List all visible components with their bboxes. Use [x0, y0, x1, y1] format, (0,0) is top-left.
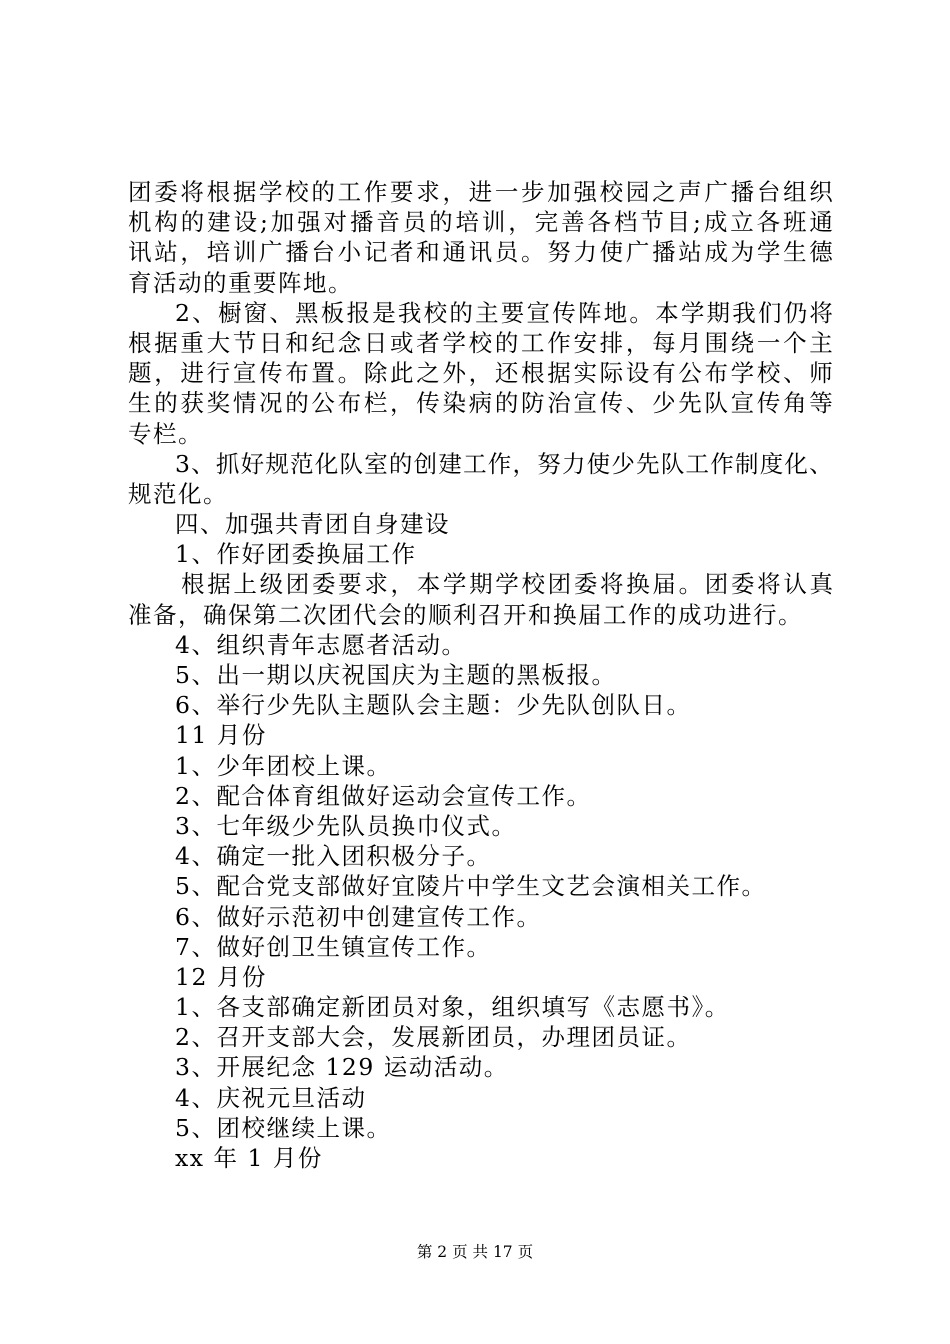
char: 学	[680, 298, 705, 327]
paragraph-line: 准备，确保第二次团代会的顺利召开和换届工作的成功进行。	[128, 600, 803, 629]
paragraph-line	[128, 449, 833, 479]
char: 善	[561, 208, 585, 237]
paragraph-line	[128, 177, 833, 207]
paragraph-line: 专栏。	[128, 419, 203, 448]
char: 传	[599, 389, 624, 418]
char: 班	[783, 208, 807, 237]
char: 布	[704, 359, 728, 388]
char: 除	[363, 359, 388, 388]
char: 安	[573, 328, 597, 357]
list-item: 5、出一期以庆祝国庆为主题的黑板报。	[175, 661, 617, 689]
char: 加	[547, 178, 571, 206]
char: 完	[534, 208, 559, 237]
char: 的	[180, 208, 205, 237]
char: 大	[206, 328, 231, 357]
paragraph-line	[128, 328, 833, 358]
char: 学	[259, 178, 283, 206]
list-item: 5、团校继续上课。	[175, 1113, 392, 1142]
char: 委	[573, 570, 598, 599]
char: 上	[233, 570, 257, 599]
char: 病	[468, 389, 493, 418]
char: 宣	[730, 389, 755, 418]
char: 、	[809, 449, 833, 478]
char: ，	[442, 178, 466, 206]
char: 站	[154, 238, 178, 267]
char: 队	[339, 449, 363, 478]
char: 是	[372, 298, 396, 327]
char: 节	[232, 328, 257, 357]
char: 传	[416, 389, 440, 418]
char: 使	[599, 238, 624, 267]
char: 员	[402, 208, 427, 237]
char: 校	[285, 178, 309, 206]
char: 声	[678, 178, 702, 206]
char: 、	[191, 449, 215, 478]
char: 3	[175, 449, 190, 478]
char: 团	[128, 178, 152, 206]
subsection-heading: 1、作好团委换届工作	[175, 540, 417, 569]
char: 学	[442, 328, 466, 357]
char: 训	[481, 208, 506, 237]
char: 委	[730, 570, 755, 599]
char: 播	[652, 238, 676, 267]
list-item: 2、召开支部大会，发展新团员，办理团员证。	[175, 1023, 692, 1052]
list-item: 3、七年级少先队员换巾仪式。	[175, 811, 517, 840]
char: ，	[508, 208, 532, 237]
char: 和	[285, 328, 309, 357]
char: 据	[154, 328, 178, 357]
char: 师	[809, 359, 833, 388]
char: 求	[364, 570, 388, 599]
char: 校	[599, 178, 624, 206]
char: 强	[573, 178, 597, 206]
char: 校	[756, 359, 781, 388]
char: 角	[783, 389, 807, 418]
char: 学	[442, 570, 467, 599]
char: 生	[783, 238, 807, 267]
char: 真	[809, 570, 833, 599]
char: 2	[175, 298, 190, 327]
char: 一	[756, 328, 781, 357]
char: 档	[613, 208, 638, 237]
char: 音	[376, 208, 400, 237]
char: 好	[240, 449, 265, 478]
char: 团	[704, 570, 729, 599]
char: 宣	[232, 359, 257, 388]
char: 还	[494, 359, 519, 388]
char: 播	[730, 178, 755, 206]
char: 传	[552, 298, 576, 327]
char: 站	[678, 238, 702, 267]
char: 围	[704, 328, 728, 357]
char: 阵	[577, 298, 602, 327]
list-item: 2、配合体育组做好运动会宣传工作。	[175, 781, 592, 810]
char: 。	[678, 570, 703, 599]
paragraph-line	[128, 207, 833, 237]
char: 黑	[295, 298, 319, 327]
char: 学	[730, 359, 755, 388]
char: 通	[809, 208, 833, 237]
char: 个	[783, 328, 807, 357]
char: 等	[809, 389, 833, 418]
char: 求	[416, 178, 440, 206]
char: 台	[311, 238, 335, 267]
char: 努	[547, 238, 571, 267]
char: ，	[390, 389, 414, 418]
char: 广	[259, 238, 283, 267]
char: 、	[783, 359, 807, 388]
char: 主	[475, 298, 499, 327]
list-item: 1、少年团校上课。	[175, 751, 392, 780]
char: 为	[730, 238, 755, 267]
char: 栏	[363, 389, 388, 418]
list-item: 4、庆祝元旦活动	[175, 1083, 367, 1112]
char: 将	[757, 570, 781, 599]
char: 各	[587, 208, 611, 237]
char: 报	[346, 298, 370, 327]
char: 橱	[217, 298, 242, 327]
char: 设	[625, 359, 650, 388]
char: ，	[512, 449, 537, 478]
char: 的	[429, 208, 453, 237]
paragraph-line	[128, 358, 833, 388]
char: 成	[704, 238, 728, 267]
char: 的	[449, 298, 473, 327]
char: 先	[678, 389, 702, 418]
char: 要	[390, 178, 414, 206]
char: 力	[561, 449, 586, 478]
char: 公	[311, 389, 335, 418]
char: 认	[783, 570, 807, 599]
char: 建	[438, 449, 462, 478]
char: 窗	[243, 298, 268, 327]
char: 室	[364, 449, 388, 478]
char: 组	[783, 178, 807, 206]
char: 公	[678, 359, 702, 388]
char: 。	[337, 359, 362, 388]
char: 根	[128, 328, 152, 357]
char: 员	[494, 238, 519, 267]
char: 本	[655, 298, 679, 327]
char: 的	[154, 389, 178, 418]
char: 期	[706, 298, 731, 327]
char: 抓	[215, 449, 240, 478]
char: 每	[652, 328, 676, 357]
char: 进	[468, 178, 493, 206]
char: 各	[756, 208, 781, 237]
char: 播	[349, 208, 374, 237]
char: 据	[207, 570, 231, 599]
char: 治	[547, 389, 571, 418]
char: 织	[809, 178, 833, 206]
char: 仍	[783, 298, 808, 327]
char: 德	[809, 238, 833, 267]
page-number: 第 2 页 共 17 页	[416, 1243, 534, 1261]
char: 努	[537, 449, 561, 478]
char: 进	[180, 359, 204, 388]
char: 工	[337, 178, 362, 206]
char: 培	[455, 208, 479, 237]
char: 、	[269, 298, 293, 327]
char: 之	[652, 178, 676, 206]
char: 的	[311, 178, 335, 206]
char: 的	[388, 449, 413, 478]
char: 作	[487, 449, 512, 478]
char: 校	[521, 570, 545, 599]
char: 化	[784, 449, 808, 478]
char: 构	[154, 208, 178, 237]
char: 据	[547, 359, 571, 388]
char: 纪	[311, 328, 335, 357]
char: 训	[232, 238, 257, 267]
char: 度	[759, 449, 784, 478]
char: 校	[468, 328, 493, 357]
char: 我	[732, 298, 756, 327]
char: 防	[521, 389, 545, 418]
char: 根	[206, 178, 231, 206]
char: 期	[469, 570, 493, 599]
char: 根	[181, 570, 205, 599]
char: 们	[757, 298, 782, 327]
char: ;	[693, 208, 701, 237]
char: 根	[521, 359, 545, 388]
char: 外	[442, 359, 466, 388]
char: 目	[666, 208, 691, 237]
char: 换	[626, 570, 650, 599]
char: 实	[573, 359, 597, 388]
list-item: 7、做好创卫生镇宣传工作。	[175, 932, 492, 961]
char: 建	[207, 208, 231, 237]
page-footer	[0, 1242, 950, 1262]
char: 据	[232, 178, 257, 206]
list-item: 4、确定一批入团积极分子。	[175, 842, 492, 871]
char: 队	[704, 389, 728, 418]
char: 少	[652, 389, 676, 418]
char: 节	[640, 208, 664, 237]
char: 台	[756, 178, 781, 206]
char: 园	[625, 178, 650, 206]
paragraph-line	[128, 298, 833, 328]
char: 团	[285, 570, 310, 599]
char: 宣	[573, 389, 597, 418]
char: 工	[463, 449, 487, 478]
month-heading: 11 月份	[175, 721, 267, 750]
char: 范	[290, 449, 314, 478]
char: 学	[495, 570, 519, 599]
list-item: 4、组织青年志愿者活动。	[175, 630, 467, 659]
char: 讯	[468, 238, 493, 267]
list-item: 5、配合党支部做好宜陵片中学生文艺会演相关工作。	[175, 872, 767, 901]
char: 一	[494, 178, 519, 206]
char: 记	[363, 238, 388, 267]
char: ，	[390, 570, 414, 599]
char: 传	[259, 359, 283, 388]
char: 播	[285, 238, 309, 267]
char: ，	[180, 238, 204, 267]
char: 规	[265, 449, 289, 478]
char: 本	[416, 570, 441, 599]
char: 、	[625, 389, 650, 418]
char: 宣	[526, 298, 551, 327]
char: 有	[652, 359, 676, 388]
char: 立	[730, 208, 754, 237]
char: 者	[416, 328, 440, 357]
char: 设	[233, 208, 258, 237]
char: 届	[652, 570, 676, 599]
char: 讯	[128, 238, 152, 267]
char: 力	[573, 238, 597, 267]
char: 工	[521, 328, 545, 357]
char: 通	[442, 238, 466, 267]
char: 传	[756, 389, 781, 418]
char: 置	[311, 359, 335, 388]
char: 广	[704, 178, 728, 206]
char: 和	[416, 238, 440, 267]
char: 作	[363, 178, 388, 206]
char: 将	[600, 570, 624, 599]
list-item: 6、举行少先队主题队会主题：少先队创队日。	[175, 691, 692, 720]
char: 的	[285, 389, 309, 418]
char: 广	[625, 238, 650, 267]
char: ，	[625, 328, 650, 357]
char: 染	[442, 389, 466, 418]
char: 地	[603, 298, 628, 327]
char: 团	[547, 570, 572, 599]
char: 学	[756, 238, 781, 267]
char: 获	[180, 389, 204, 418]
month-heading: 12 月份	[175, 962, 267, 991]
char: 工	[685, 449, 710, 478]
char: 的	[494, 328, 519, 357]
char: ，	[468, 359, 493, 388]
char: 培	[206, 238, 231, 267]
char: 要	[500, 298, 525, 327]
char: 情	[232, 389, 257, 418]
char: 板	[320, 298, 345, 327]
list-item: 6、做好示范初中创建宣传工作。	[175, 902, 542, 931]
char: 机	[128, 208, 152, 237]
list-item: 3、开展纪念 129 运动活动。	[175, 1053, 509, 1082]
month-heading: xx 年 1 月份	[175, 1144, 323, 1172]
char: 生	[128, 389, 152, 418]
char: 步	[521, 178, 545, 206]
paragraph-line: 育活动的重要阵地。	[128, 268, 353, 297]
char: 要	[338, 570, 362, 599]
char: 我	[397, 298, 422, 327]
char: 日	[363, 328, 388, 357]
char: ，	[154, 359, 178, 388]
char: 者	[390, 238, 414, 267]
char: 使	[586, 449, 611, 478]
char: 少	[611, 449, 635, 478]
char: 创	[413, 449, 438, 478]
char: ;	[259, 208, 268, 237]
section-heading: 四、加强共青团自身建设	[175, 510, 450, 539]
char: 化	[314, 449, 339, 478]
char: 加	[270, 208, 295, 237]
char: 级	[259, 570, 284, 599]
char: 、	[192, 298, 216, 327]
char: 强	[297, 208, 321, 237]
char: 月	[678, 328, 702, 357]
char: 的	[494, 389, 519, 418]
char: 布	[337, 389, 362, 418]
char: 作	[710, 449, 734, 478]
char: 况	[259, 389, 283, 418]
char: 行	[206, 359, 231, 388]
char: 此	[390, 359, 414, 388]
char: 委	[311, 570, 336, 599]
char: 。	[629, 298, 653, 327]
char: 将	[809, 298, 833, 327]
char: 重	[180, 328, 204, 357]
document-body	[128, 177, 833, 1173]
char: 念	[337, 328, 362, 357]
char: 际	[599, 359, 624, 388]
char: 队	[660, 449, 685, 478]
char: 排	[599, 328, 624, 357]
char: 作	[547, 328, 571, 357]
char: 奖	[206, 389, 231, 418]
char: 之	[416, 359, 440, 388]
char: 。	[521, 238, 545, 267]
char: 制	[734, 449, 759, 478]
char: 成	[703, 208, 728, 237]
paragraph-line	[128, 237, 833, 267]
paragraph-line	[128, 569, 833, 599]
char: 题	[128, 359, 152, 388]
char: 先	[636, 449, 660, 478]
char: 将	[180, 178, 204, 206]
char: 委	[154, 178, 178, 206]
char: 日	[259, 328, 283, 357]
char: 或	[390, 328, 414, 357]
list-item: 1、各支部确定新团员对象，组织填写《志愿书》。	[175, 993, 730, 1022]
paragraph-line	[128, 388, 833, 418]
char: 绕	[730, 328, 755, 357]
char: 对	[323, 208, 348, 237]
char: 主	[809, 328, 833, 357]
char: 布	[285, 359, 309, 388]
char: 校	[423, 298, 448, 327]
char: 小	[337, 238, 362, 267]
paragraph-line: 规范化。	[128, 479, 228, 508]
